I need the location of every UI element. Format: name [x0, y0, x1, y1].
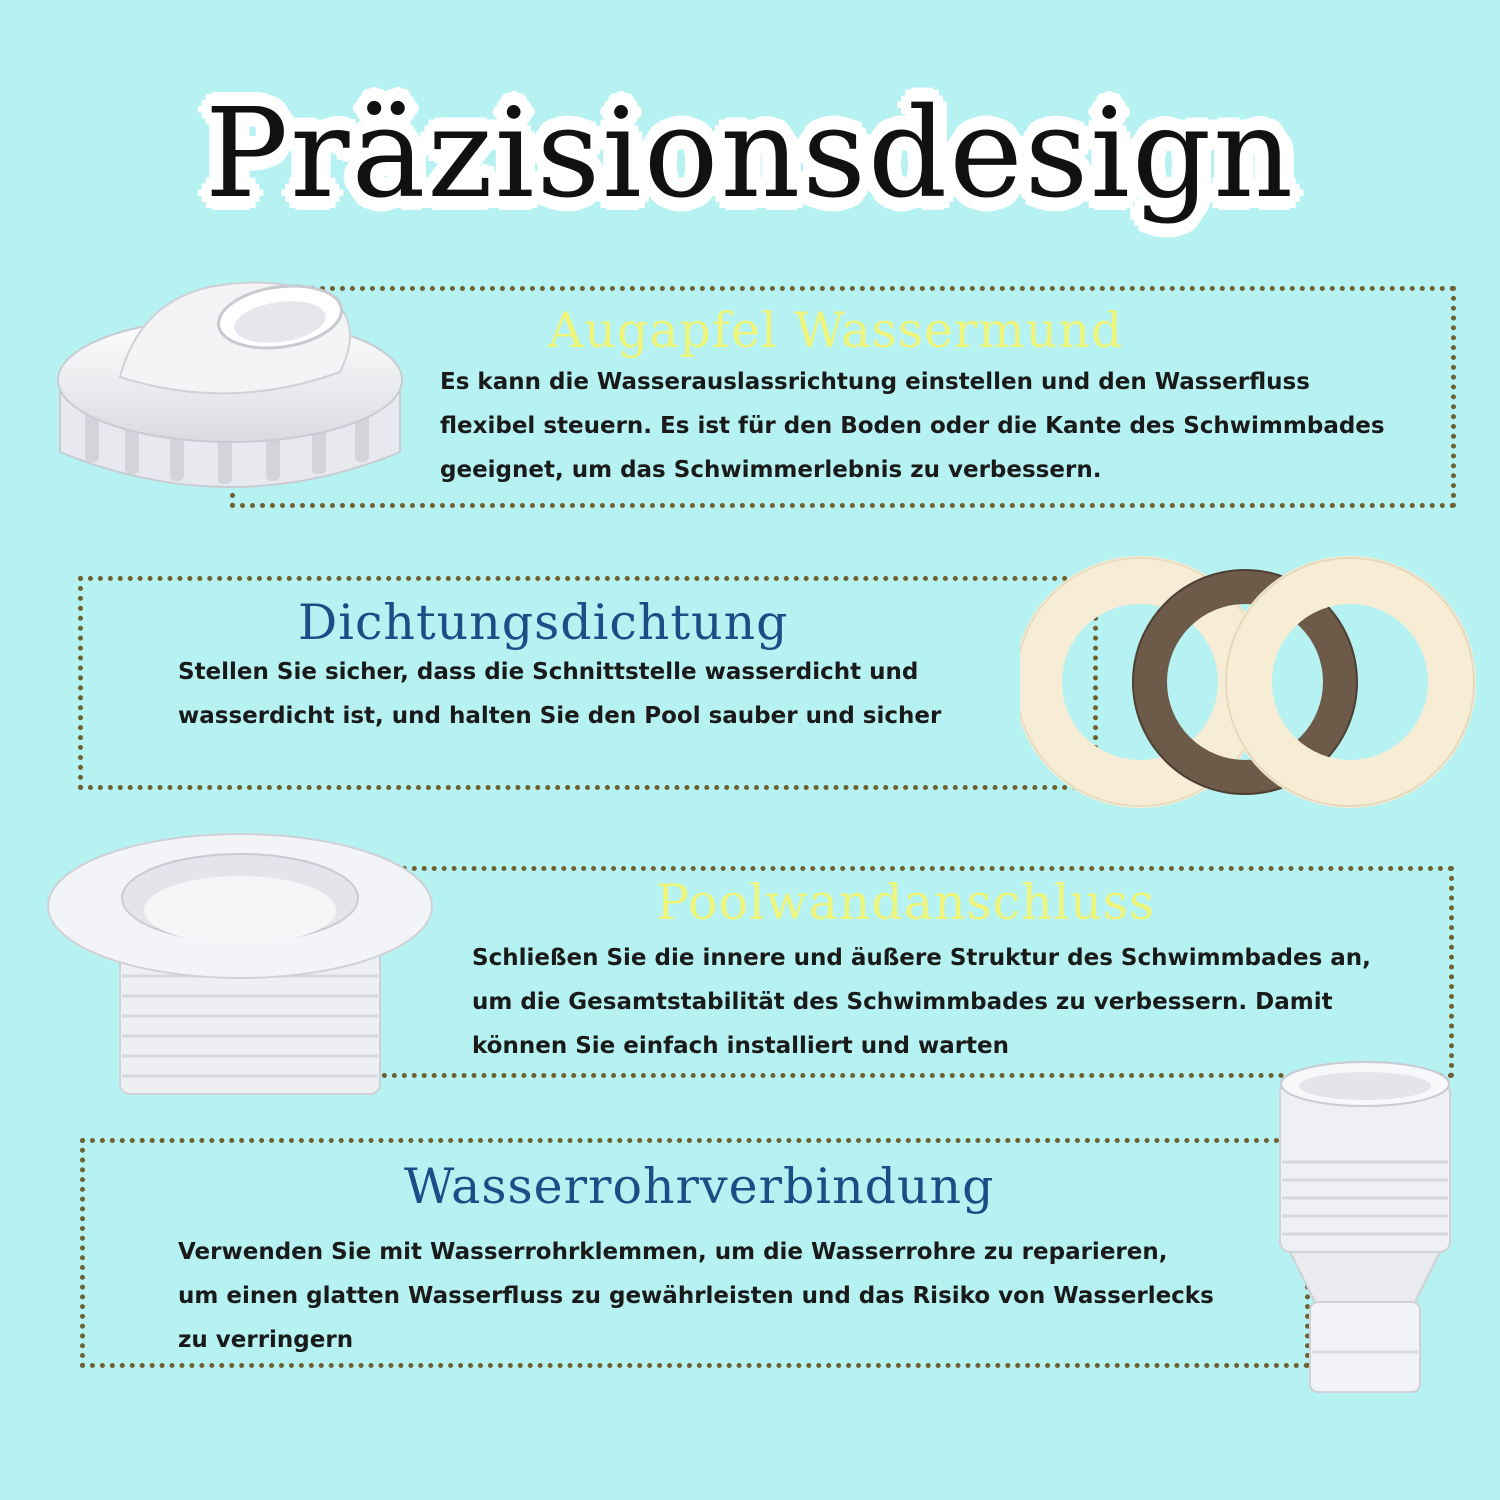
- section-heading-gasket: Dichtungsdichtung: [298, 594, 789, 651]
- wall-fitting-icon: [40, 826, 440, 1110]
- section-heading-hose-adapter: Wasserrohrverbindung: [404, 1158, 995, 1215]
- section-text-wall-fitting: [472, 936, 1371, 1068]
- text-line: Es kann die Wasserauslassrichtung einstellen und den Wasserfluss: [440, 369, 1310, 395]
- text-line: wasserdicht ist, und halten Sie den Pool sauber und sicher: [178, 703, 942, 729]
- text-line: flexibel steuern. Es ist für den Boden oder die Kante des Schwimmbades: [440, 413, 1385, 439]
- text-line: zu verringern: [178, 1327, 354, 1353]
- text-line: können Sie einfach installiert und warten: [472, 1033, 1010, 1059]
- hose-adapter-icon: [1270, 1052, 1460, 1402]
- section-heading-wall-fitting: Poolwandanschluss: [656, 874, 1156, 931]
- text-line: Verwenden Sie mit Wasserrohrklemmen, um die Wasserrohre zu reparieren,: [178, 1239, 1168, 1265]
- section-heading-eyeball: Augapfel Wassermund: [548, 302, 1124, 359]
- gasket-rings-icon: [1020, 552, 1480, 812]
- eyeball-nozzle-icon: [40, 262, 420, 512]
- text-line: Schließen Sie die innere und äußere Struktur des Schwimmbades an,: [472, 945, 1371, 971]
- section-text-gasket: [178, 650, 941, 738]
- text-line: um die Gesamtstabilität des Schwimmbades zu verbessern. Damit: [472, 989, 1333, 1015]
- section-text-hose-adapter: [178, 1230, 1214, 1362]
- text-line: Stellen Sie sicher, dass die Schnittstelle wasserdicht und: [178, 659, 919, 685]
- page-title: Präzisionsdesign: [204, 82, 1296, 226]
- section-text-eyeball: [440, 360, 1385, 492]
- text-line: geeignet, um das Schwimmerlebnis zu verbessern.: [440, 457, 1102, 483]
- text-line: um einen glatten Wasserfluss zu gewährleisten und das Risiko von Wasserlecks: [178, 1283, 1214, 1309]
